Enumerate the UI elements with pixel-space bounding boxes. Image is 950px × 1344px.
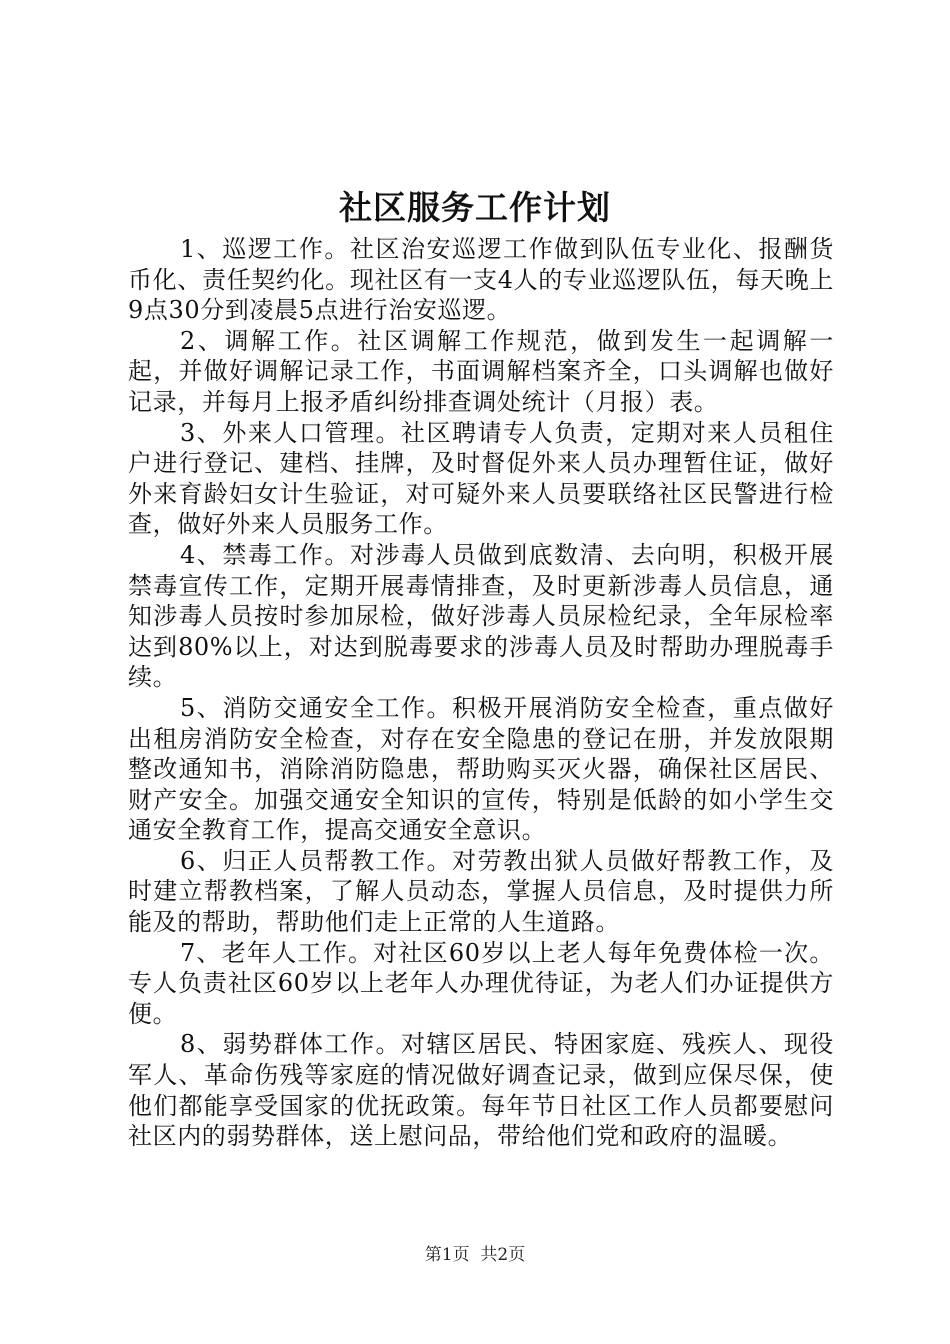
document-title: 社区服务工作计划 (339, 188, 611, 227)
page-number-footer: 第1页 共2页 (424, 1245, 526, 1265)
paragraph-fire-traffic-safety: 5、消防交通安全工作。积极开展消防安全检查，重点做好出租房消防安全检查，对存在安全隐患的登记在册，并发放限期整改通知书，消除消防隐患，帮助购买灭火器，确保社区居民、财产安全。加强交通安全知识的宣传，特别是低龄的如小学生交通安全教育工作，提高交通安全意识。 (128, 693, 834, 845)
paragraph-patrol: 1、巡逻工作。社区治安巡逻工作做到队伍专业化、报酬货币化、责任契约化。现社区有一支4人的专业巡逻队伍，每天晚上9点30分到凌晨5点进行治安巡逻。 (128, 235, 834, 325)
paragraph-migrant-population: 3、外来人口管理。社区聘请专人负责，定期对来人员租住户进行登记、建档、挂牌，及时督促外来人员办理暂住证，做好外来育龄妇女计生验证，对可疑外来人员要联络社区民警进行检查，做好外来人员服务工作。 (128, 418, 834, 539)
paragraph-rehabilitation: 6、归正人员帮教工作。对劳教出狱人员做好帮教工作，及时建立帮教档案，了解人员动态，掌握人员信息，及时提供力所能及的帮助，帮助他们走上正常的人生道路。 (128, 846, 834, 937)
paragraph-vulnerable-groups: 8、弱势群体工作。对辖区居民、特困家庭、残疾人、现役军人、革命伤残等家庭的情况做好调查记录，做到应保尽保，使他们都能享受国家的优抚政策。每年节日社区工作人员都要慰问社区内的弱势群体，送上慰问品，带给他们党和政府的温暖。 (128, 1030, 834, 1151)
paragraph-mediation: 2、调解工作。社区调解工作规范，做到发生一起调解一起，并做好调解记录工作，书面调解档案齐全，口头调解也做好记录，并每月上报矛盾纠纷排查调处统计（月报）表。 (128, 326, 834, 416)
document-body (128, 234, 834, 1152)
paragraph-elderly: 7、老年人工作。对社区60岁以上老人每年免费体检一次。专人负责社区60岁以上老年人办理优待证，为老人们办证提供方便。 (128, 938, 834, 1028)
paragraph-drug-control: 4、禁毒工作。对涉毒人员做到底数清、去向明，积极开展禁毒宣传工作，定期开展毒情排查，及时更新涉毒人员信息，通知涉毒人员按时参加尿检，做好涉毒人员尿检纪录，全年尿检率达到80%以上，对达到脱毒要求的涉毒人员及时帮助办理脱毒手续。 (128, 540, 834, 692)
